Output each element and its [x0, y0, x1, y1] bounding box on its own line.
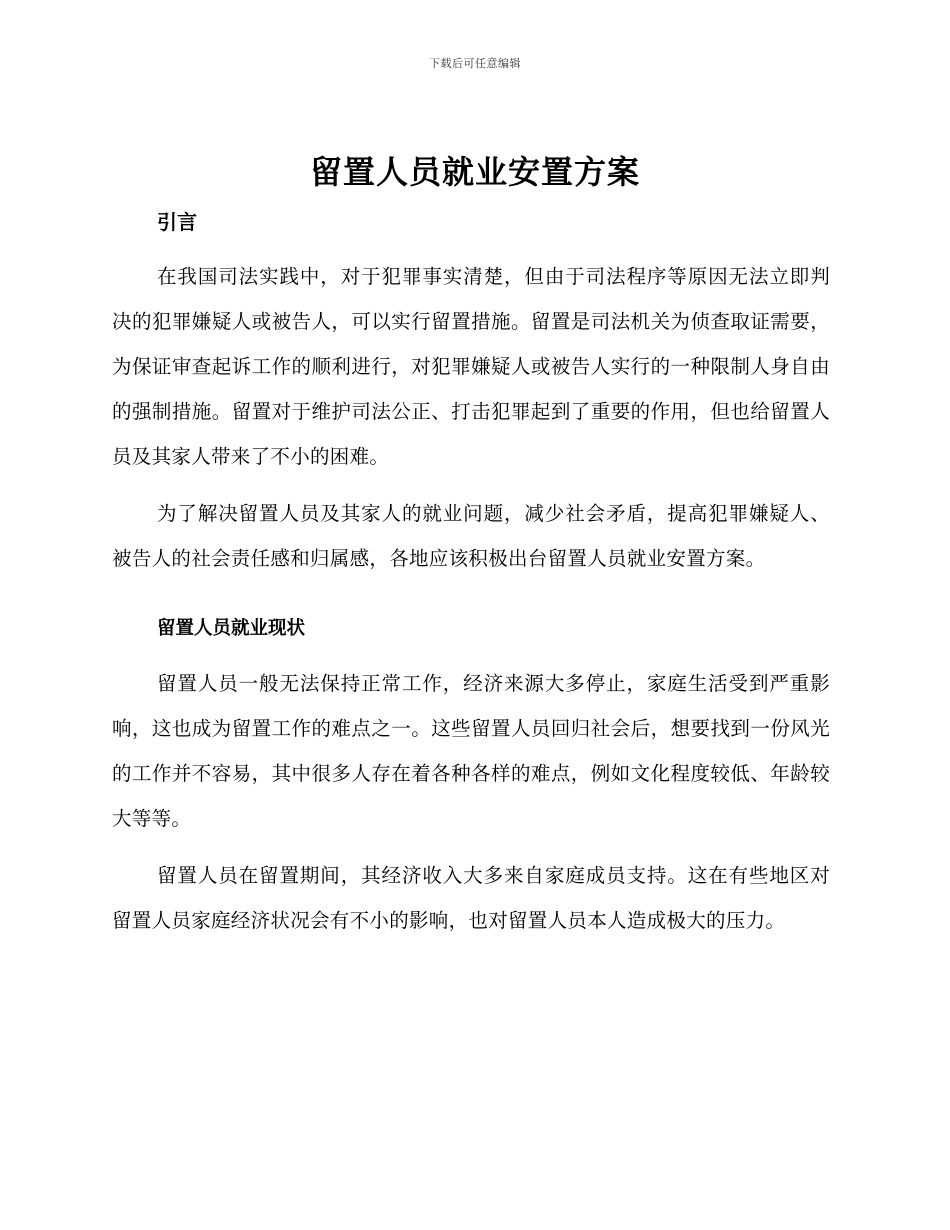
section-heading-employment-status: 留置人员就业现状 [157, 618, 306, 639]
paragraph: 留置人员在留置期间，其经济收入大多来自家庭成员支持。这在有些地区对留置人员家庭经济状况会有不小的影响，也对留置人员本人造成极大的压力。 [112, 864, 830, 932]
section-heading-introduction: 引言 [157, 210, 197, 234]
page-header: 下载后可任意编辑 [429, 57, 521, 70]
paragraph: 留置人员一般无法保持正常工作，经济来源大多停止，家庭生活受到严重影响，这也成为留置工作的难点之一。这些留置人员回归社会后，想要找到一份风光的工作并不容易，其中很多人存在着各种各样的难点，例如文化程度较低、年龄较大等等。 [112, 672, 830, 830]
document-body [112, 202, 830, 943]
paragraph: 为了解决留置人员及其家人的就业问题，减少社会矛盾，提高犯罪嫌疑人、被告人的社会责任感和归属感，各地应该积极出台留置人员就业安置方案。 [112, 502, 830, 570]
document-title: 留置人员就业安置方案 [309, 153, 640, 191]
paragraph: 在我国司法实践中，对于犯罪事实清楚，但由于司法程序等原因无法立即判决的犯罪嫌疑人或被告人，可以实行留置措施。留置是司法机关为侦查取证需要，为保证审查起诉工作的顺利进行，对犯罪嫌疑人或被告人实行的一种限制人身自由的强制措施。留置对于维护司法公正、打击犯罪起到了重要的作用，但也给留置人员及其家人带来了不小的困难。 [112, 265, 830, 468]
